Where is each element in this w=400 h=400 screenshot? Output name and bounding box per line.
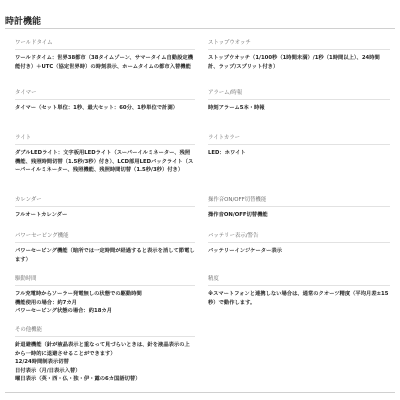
spec-heading: アラーム/時報 xyxy=(208,90,243,96)
spec-heading: その他機能 xyxy=(15,327,42,333)
spec-divider xyxy=(15,206,195,207)
bottom-divider xyxy=(5,392,395,393)
spec-divider xyxy=(15,144,195,145)
spec-power-saving xyxy=(15,233,195,264)
spec-timer xyxy=(15,90,195,113)
spec-value: パワーセービング機能（暗所では一定時間が経過すると表示を消して節電します） xyxy=(15,248,195,263)
spec-alarm xyxy=(208,90,390,113)
spec-heading: 操作音ON/OFF切替機能 xyxy=(208,197,267,203)
spec-accuracy xyxy=(208,276,390,307)
spec-stopwatch xyxy=(208,40,390,71)
spec-value: LED：ホワイト xyxy=(208,150,246,157)
spec-divider xyxy=(15,49,195,50)
spec-heading: 駆動時間 xyxy=(15,276,37,282)
spec-other-functions xyxy=(15,327,195,384)
spec-value: タイマー（セット単位：1秒、最大セット：60分、1秒単位で計測） xyxy=(15,105,178,112)
spec-heading: ライトカラー xyxy=(208,135,241,141)
page-title: 時計機能 xyxy=(5,17,42,27)
spec-divider xyxy=(15,285,195,286)
spec-divider xyxy=(208,144,390,145)
spec-value: フル充電時からソーラー発電無しの状態での駆動時間 機能使用の場合：約7カ月 パワーセービング状態の場合：約18カ月 xyxy=(15,291,142,315)
spec-value: バッテリーインジケーター表示 xyxy=(208,248,282,255)
spec-calendar xyxy=(15,197,195,220)
spec-value: 針退避機能（針が液晶表示と重なって見づらいときは、針を液晶表示の上から一時的に退避させることができます） 12/24時間制表示切替 日付表示（月/日表示入替） 曜日表示（英・西・仏・独・伊・露の6カ国語切替） xyxy=(15,342,190,383)
spec-heading: バッテリー表示/警告 xyxy=(208,233,259,239)
spec-divider xyxy=(208,285,390,286)
spec-divider xyxy=(15,336,195,337)
spec-value: ダブルLEDライト：文字板用LEDライト（スーパーイルミネーター、残照機能、残照時間切替（1.5秒/3秒）付き）、LCD部用LEDバックライト（スーパーイルミネーター、残照機能、残照時間切替（1.5秒/3秒）付き） xyxy=(15,150,194,174)
spec-divider xyxy=(15,242,195,243)
spec-divider xyxy=(15,99,195,100)
spec-divider xyxy=(208,99,390,100)
spec-value: 操作音ON/OFF切替機能 xyxy=(208,212,268,219)
spec-button-tone xyxy=(208,197,390,220)
spec-heading: ワールドタイム xyxy=(15,40,53,46)
spec-heading: ライト xyxy=(15,135,32,141)
spec-heading: パワーセービング機能 xyxy=(15,233,69,239)
spec-light xyxy=(15,135,195,175)
spec-heading: ストップウオッチ xyxy=(208,40,251,46)
spec-world-time xyxy=(15,40,195,71)
spec-battery xyxy=(208,233,390,256)
title-divider xyxy=(5,28,395,29)
spec-heading: タイマー xyxy=(15,90,37,96)
spec-divider xyxy=(208,49,390,50)
spec-value: 時刻アラーム5本・時報 xyxy=(208,105,265,112)
spec-divider xyxy=(208,242,390,243)
spec-heading: 精度 xyxy=(208,276,219,282)
spec-divider xyxy=(208,206,390,207)
spec-light-color xyxy=(208,135,390,158)
spec-operating-time xyxy=(15,276,195,316)
spec-value: ワールドタイム：世界38都市（38タイムゾーン、サマータイム自動設定機能付き）＋UTC（協定世界時）の時刻表示、ホームタイムの都市入替機能 xyxy=(15,55,193,70)
spec-value: ※スマートフォンと連携しない場合は、通常のクオーツ精度（平均月差±15秒）で動作します。 xyxy=(208,291,389,306)
spec-heading: カレンダー xyxy=(15,197,42,203)
spec-value: フルオートカレンダー xyxy=(15,212,68,219)
spec-value: ストップウオッチ（1/100秒（1時間未満）/1秒（1時間以上）、24時間計、ラップ/スプリット付き） xyxy=(208,55,380,70)
